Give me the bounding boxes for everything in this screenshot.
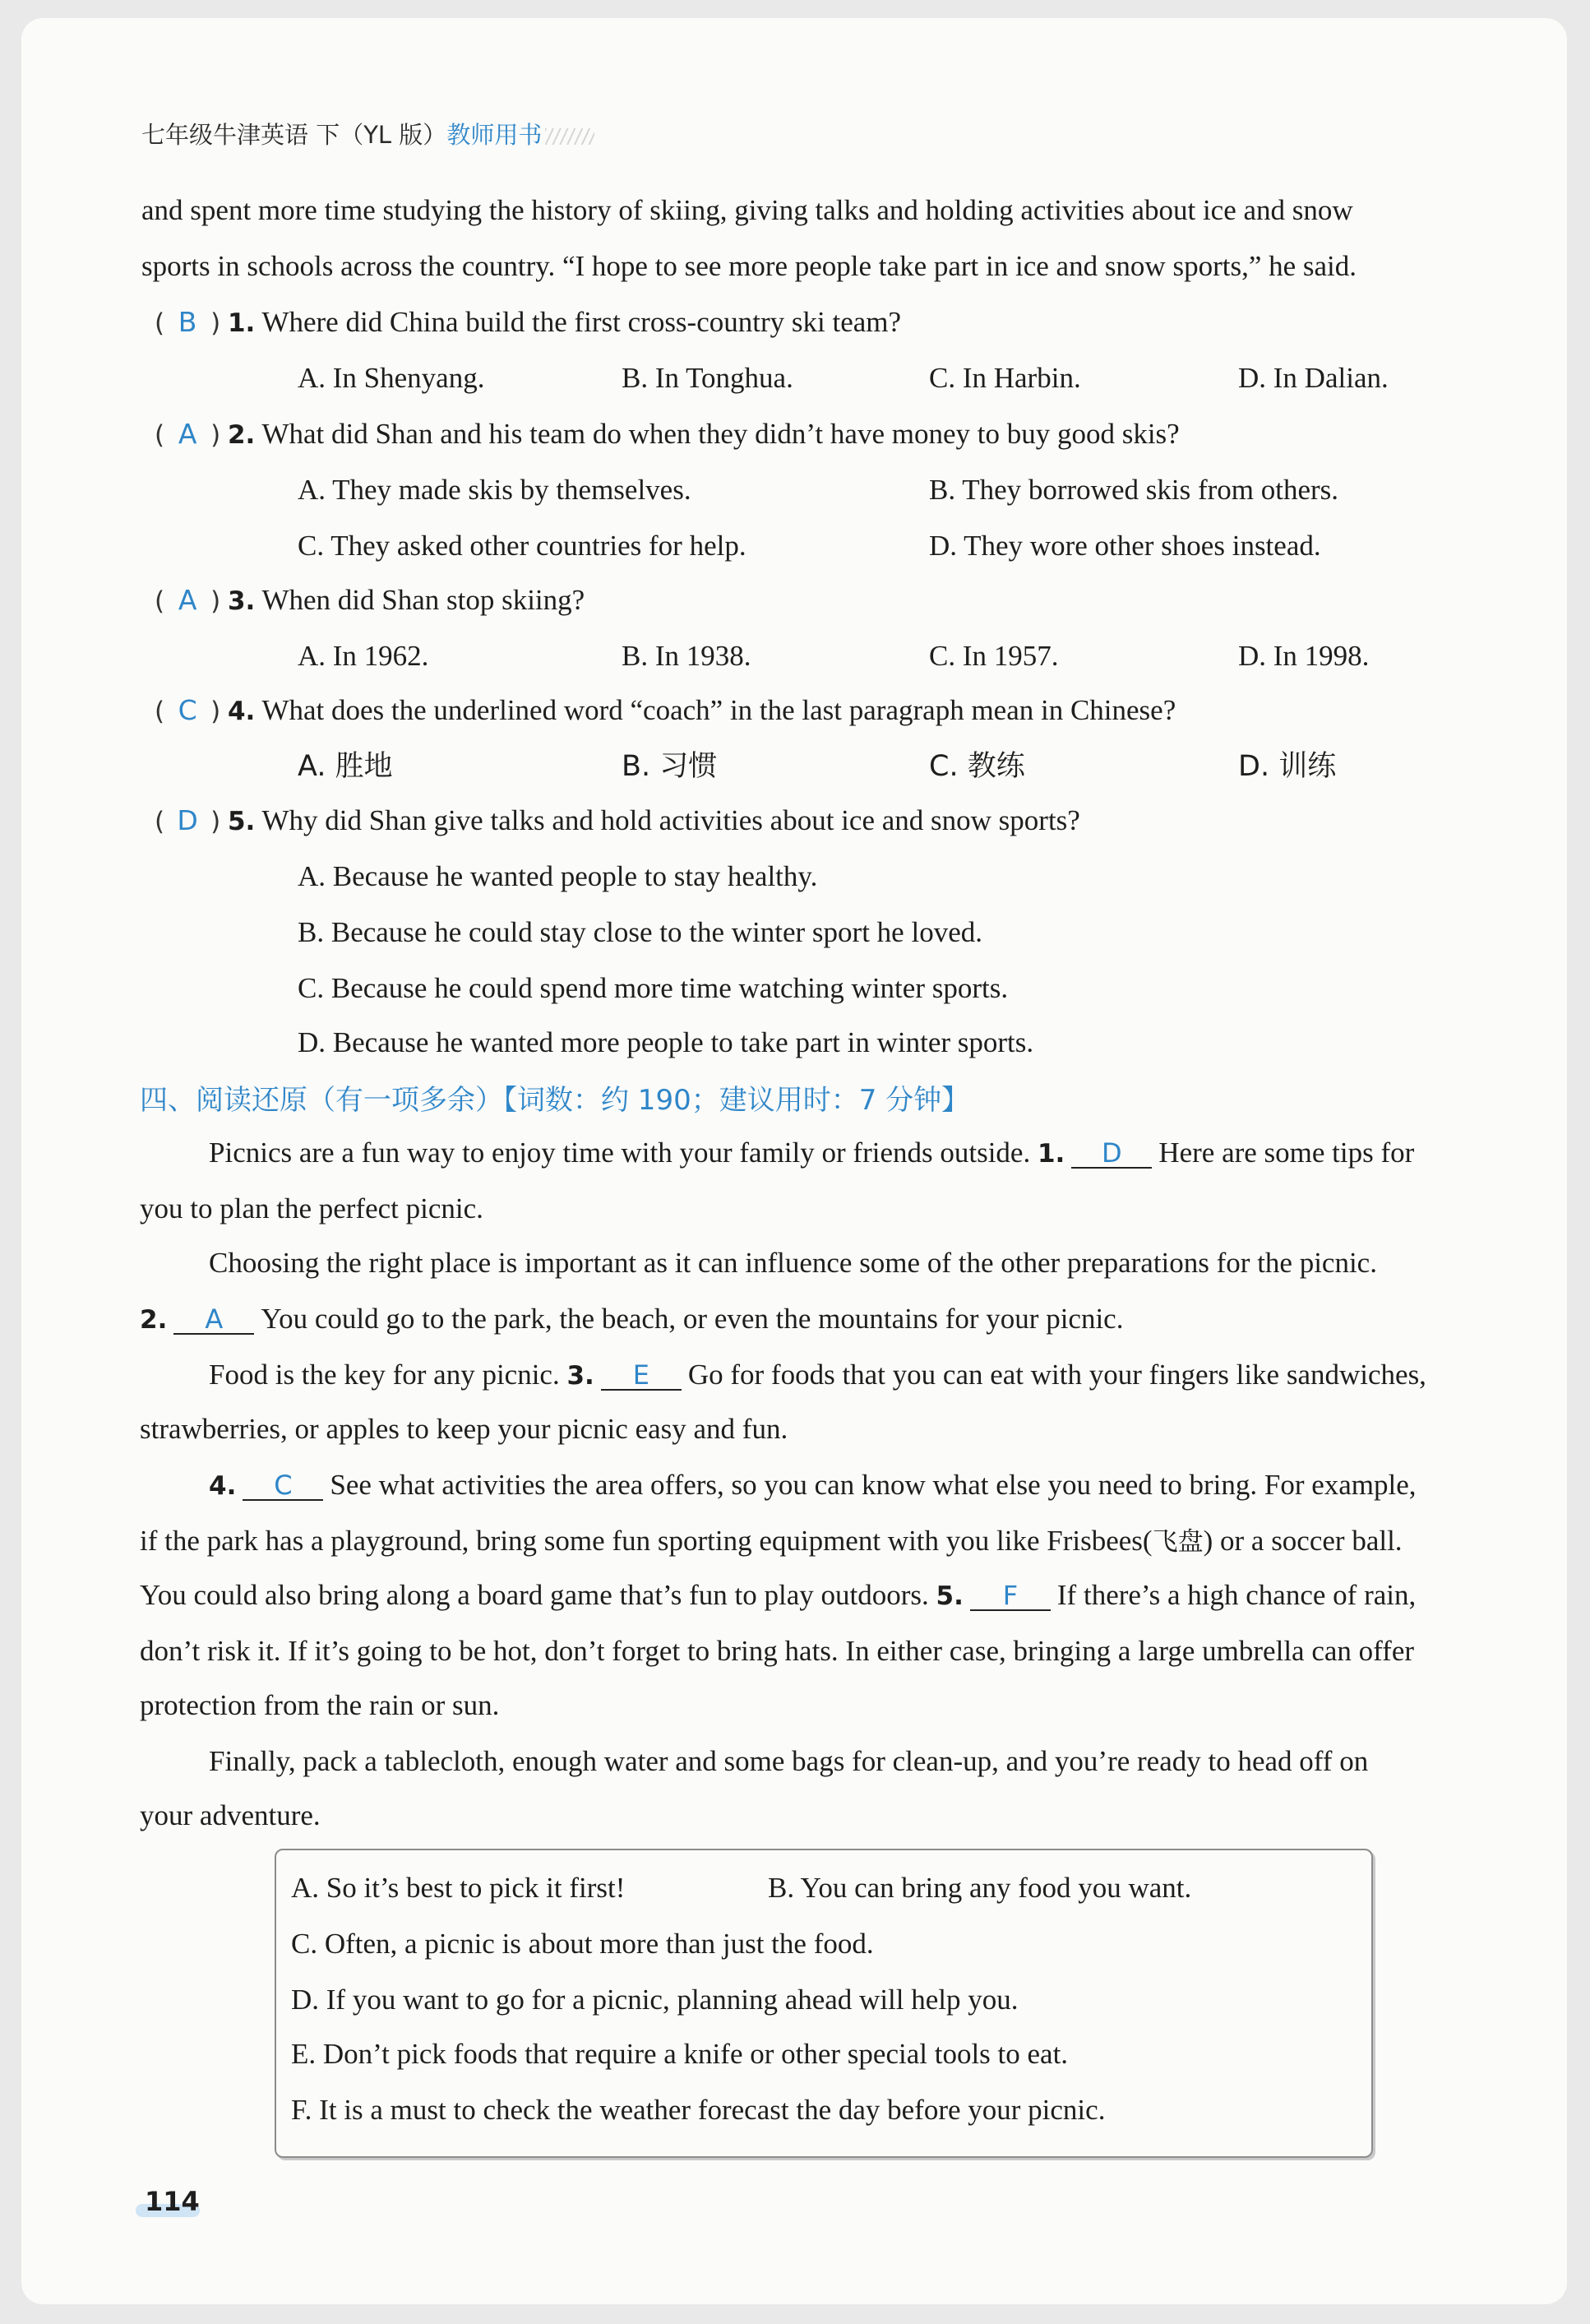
option: D. In Dalian. — [1238, 362, 1389, 394]
option: D. In 1998. — [1238, 640, 1370, 672]
option-sentence-c: C. Often, a picnic is about more than just the food. — [291, 1928, 874, 1960]
option: C. In 1957. — [929, 640, 1059, 672]
answer-1: B — [178, 306, 197, 338]
paragraph-4-line: protection from the rain or sun. — [140, 1689, 500, 1721]
question-2: ( A ) 2. What did Shan and his team do when they didn’t have money to buy good skis? — [155, 416, 1180, 453]
book-title: 七年级牛津英语 下（YL 版） — [141, 121, 447, 149]
paragraph-5-line: your adventure. — [140, 1799, 321, 1831]
option: B. In Tonghua. — [622, 362, 793, 394]
blank-5[interactable]: F — [970, 1581, 1051, 1611]
passage-line: sports in schools across the country. “I hope to see more people take part in ice and snow sports,” he said. — [141, 250, 1357, 282]
blank-4[interactable]: C — [243, 1471, 323, 1501]
option: B. In 1938. — [622, 640, 751, 672]
option: B. 习惯 — [622, 750, 718, 783]
page-number: 114 — [145, 2186, 200, 2217]
paragraph-4-line: You could also bring along a board game that’s fun to play outdoors. 5. F If there’s a high chance of rain, — [140, 1579, 1417, 1611]
running-header — [141, 117, 594, 150]
paragraph-3-line: Food is the key for any picnic. 3. E Go for foods that you can eat with your fingers like sandwiches, — [209, 1359, 1426, 1391]
option-sentence-f: F. It is a must to check the weather forecast the day before your picnic. — [291, 2094, 1106, 2126]
option: B. Because he could stay close to the winter sport he loved. — [298, 916, 982, 948]
option: A. 胜地 — [298, 750, 393, 783]
question-text: What does the underlined word “coach” in the last paragraph mean in Chinese? — [261, 694, 1176, 726]
passage-line: and spent more time studying the history of skiing, giving talks and holding activities about ice and snow — [141, 194, 1353, 226]
option: D. They wore other shoes instead. — [929, 530, 1321, 562]
answer-5: D — [177, 804, 198, 836]
question-text: Where did China build the first cross-country ski team? — [261, 306, 902, 338]
option-sentence-e: E. Don’t pick foods that require a knife or other special tools to eat. — [291, 2038, 1069, 2070]
option: B. They borrowed skis from others. — [929, 474, 1339, 506]
blank-2[interactable]: A — [173, 1305, 254, 1335]
option: D. Because he wanted more people to take part in winter sports. — [298, 1026, 1034, 1058]
header-decoration — [545, 128, 594, 145]
paragraph-2-line: Choosing the right place is important as it can influence some of the other preparations for the picnic. — [209, 1247, 1377, 1279]
question-text: What did Shan and his team do when they didn’t have money to buy good skis? — [261, 418, 1180, 450]
option: D. 训练 — [1238, 750, 1337, 783]
answer-2: A — [178, 418, 197, 450]
option: A. Because he wanted people to stay healthy. — [298, 860, 818, 892]
blank-3[interactable]: E — [601, 1361, 682, 1391]
option: A. In 1962. — [298, 640, 429, 672]
paragraph-5-line: Finally, pack a tablecloth, enough water and some bags for clean-up, and you’re ready to head off on — [209, 1745, 1369, 1777]
paragraph-4-line: if the park has a playground, bring some fun sporting equipment with you like Frisbees(飞盘) or a soccer ball. — [140, 1525, 1403, 1557]
option-sentence-b: B. You can bring any food you want. — [768, 1872, 1192, 1904]
question-1: ( B ) 1. Where did China build the first cross-country ski team? — [155, 304, 901, 341]
option-sentence-d: D. If you want to go for a picnic, planning ahead will help you. — [291, 1984, 1019, 2016]
paragraph-4-line: don’t risk it. If it’s going to be hot, don’t forget to bring hats. In either case, bringing a large umbrella can offer — [140, 1635, 1415, 1667]
question-4: ( C ) 4. What does the underlined word “coach” in the last paragraph mean in Chinese? — [155, 692, 1176, 729]
teacher-edition-label: 教师用书 — [446, 121, 543, 149]
option: C. 教练 — [929, 750, 1025, 783]
blank-1[interactable]: D — [1071, 1139, 1152, 1169]
question-3: ( A ) 3. When did Shan stop skiing? — [155, 582, 585, 619]
option-sentence-a: A. So it’s best to pick it first! — [291, 1872, 626, 1904]
option: A. They made skis by themselves. — [298, 474, 691, 506]
paragraph-4-line: 4. C See what activities the area offers, so you can know what else you need to bring. For example, — [209, 1469, 1417, 1501]
paragraph-3-line: strawberries, or apples to keep your picnic easy and fun. — [140, 1413, 788, 1445]
option: C. In Harbin. — [929, 362, 1081, 394]
paragraph-1-line: you to plan the perfect picnic. — [140, 1192, 483, 1224]
question-5: ( D ) 5. Why did Shan give talks and hold activities about ice and snow sports? — [155, 803, 1080, 840]
answer-4: C — [178, 694, 197, 726]
option: C. They asked other countries for help. — [298, 530, 746, 562]
paragraph-1-line: Picnics are a fun way to enjoy time with your family or friends outside. 1. D Here are some tips for — [209, 1137, 1415, 1169]
question-text: When did Shan stop skiing? — [261, 584, 585, 616]
answer-3: A — [178, 584, 197, 616]
paragraph-2-line: 2. A You could go to the park, the beach, or even the mountains for your picnic. — [140, 1303, 1124, 1335]
section-heading: 四、阅读还原（有一项多余）【词数：约 190；建议用时：7 分钟】 — [140, 1084, 970, 1117]
option: C. Because he could spend more time watching winter sports. — [298, 972, 1009, 1004]
option: A. In Shenyang. — [298, 362, 485, 394]
question-text: Why did Shan give talks and hold activities about ice and snow sports? — [261, 804, 1080, 836]
